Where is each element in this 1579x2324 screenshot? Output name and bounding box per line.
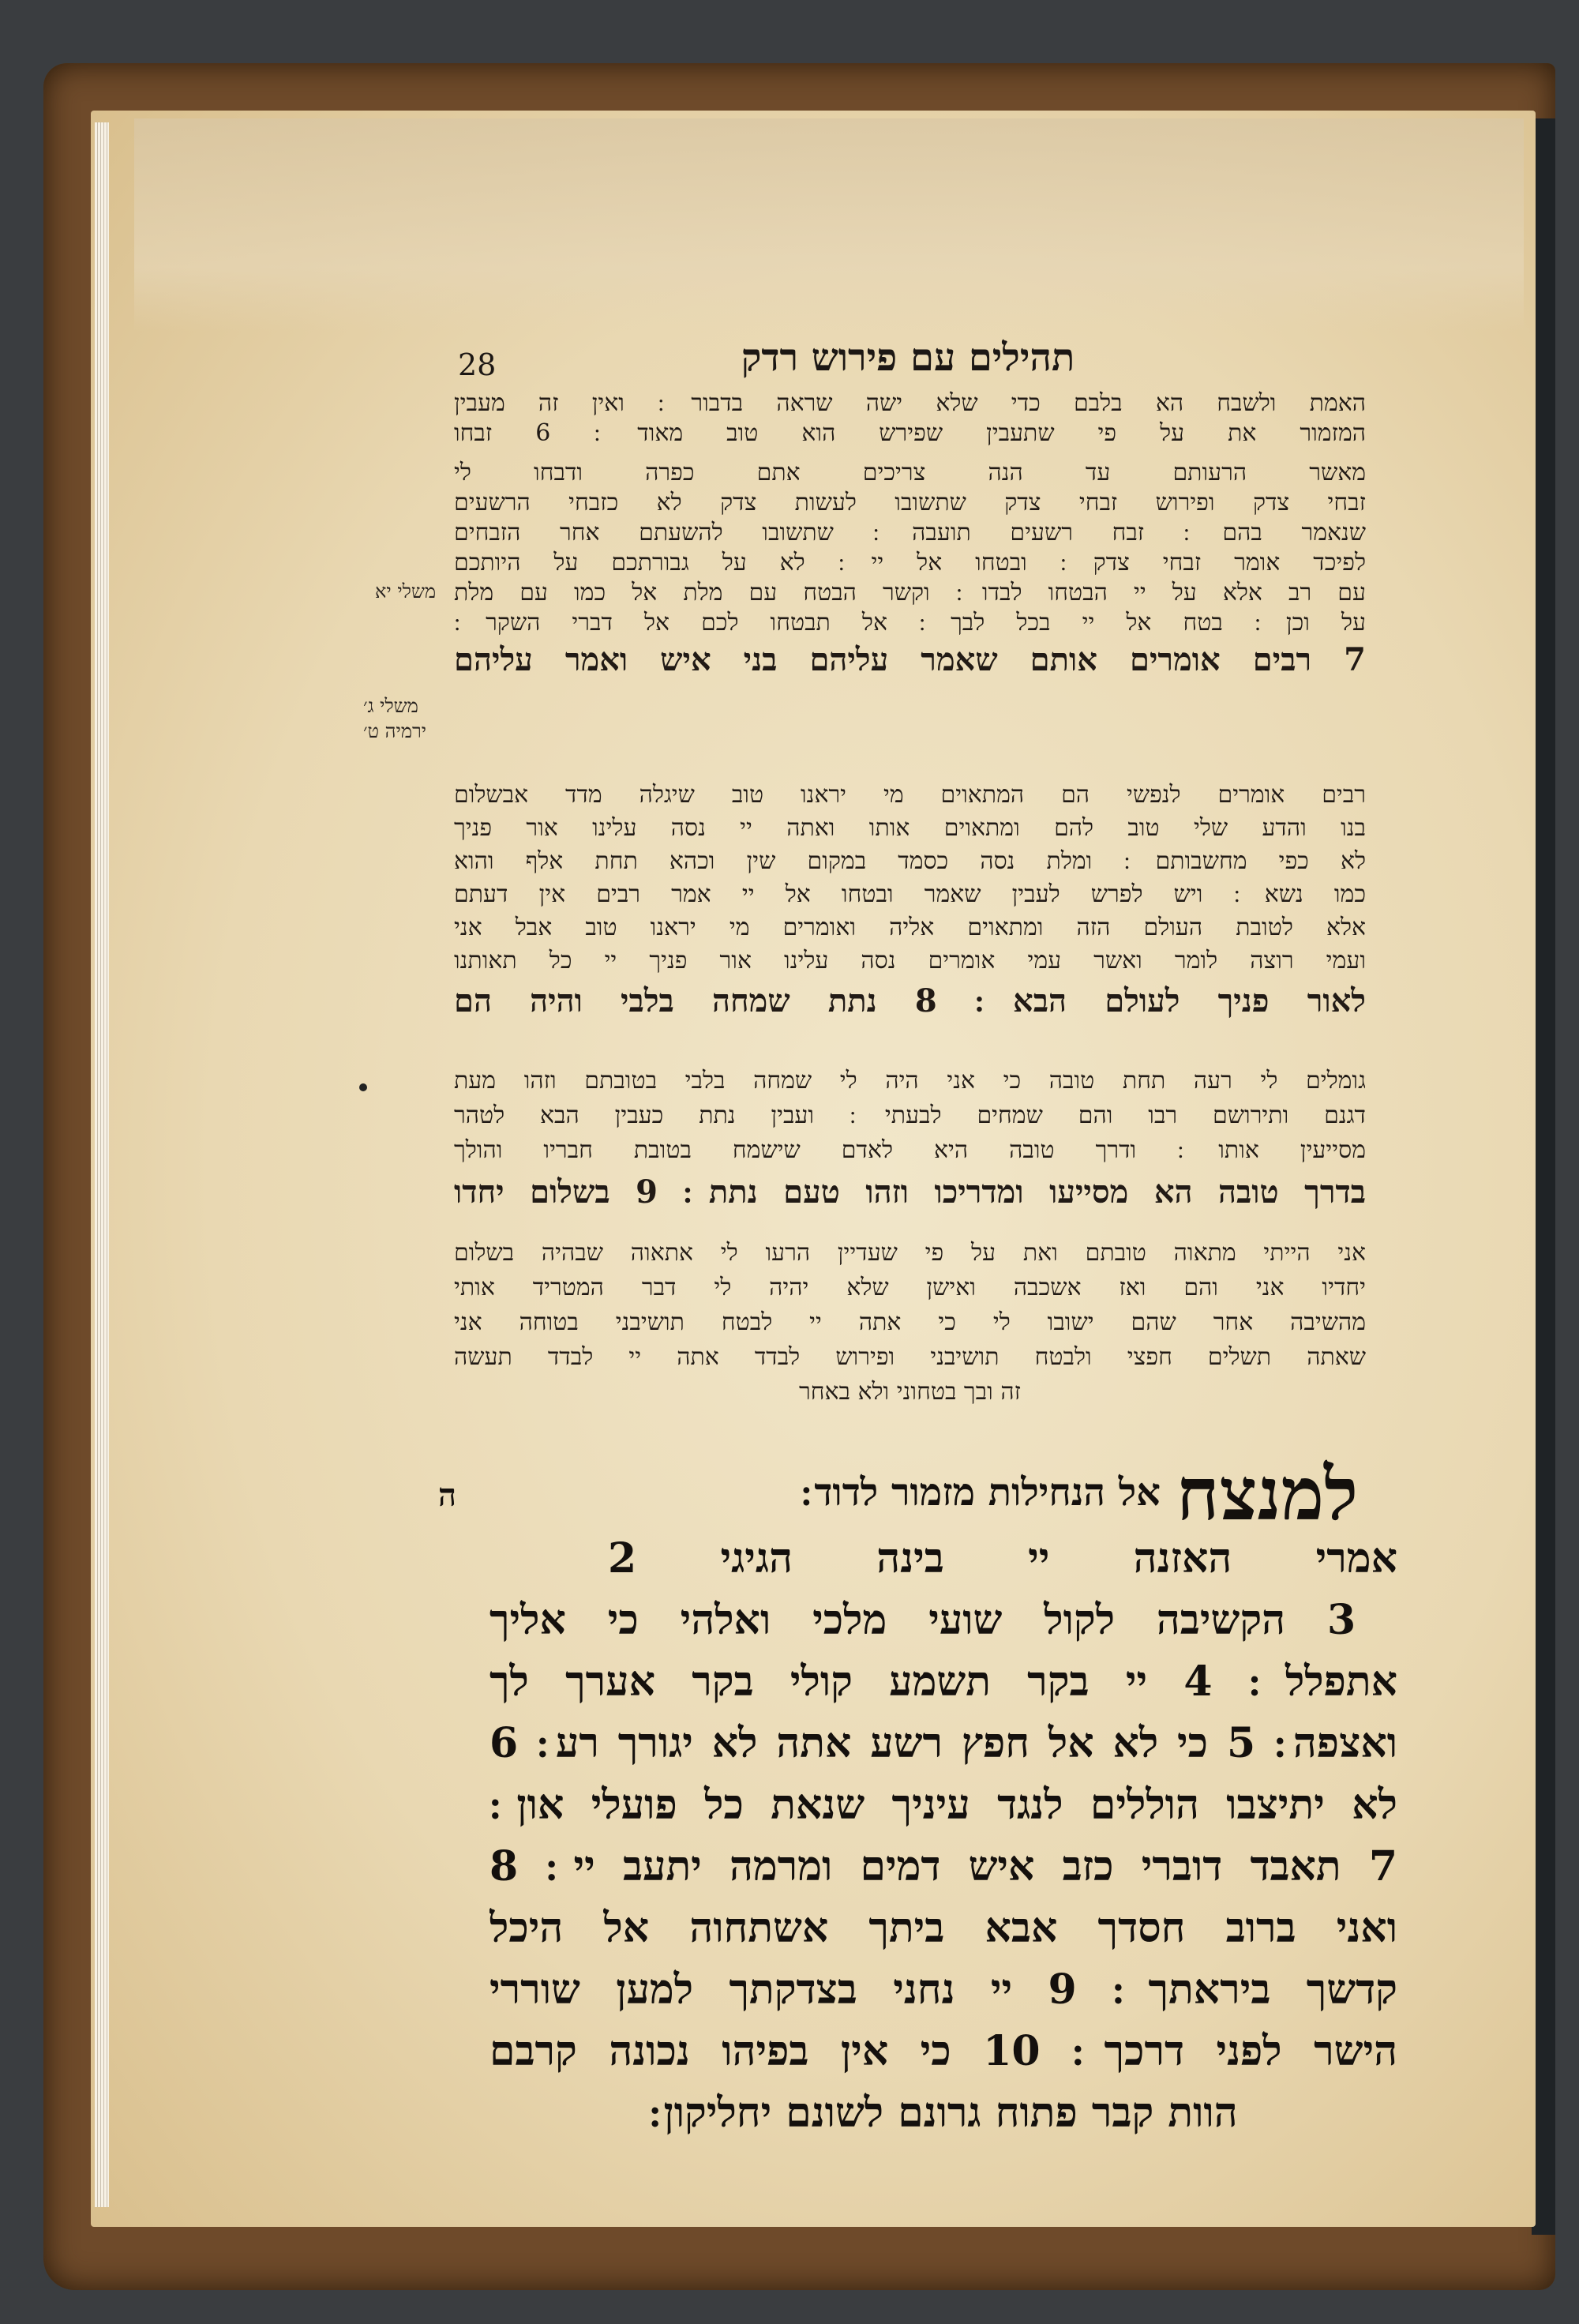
commentary-line: זבחי צדק ופירוש זבחי צדק שתשובו לעשות צדק לא כזבחי הרשעים bbox=[454, 489, 1366, 516]
commentary-block-mid bbox=[454, 780, 1366, 1023]
commentary-line: לא כפי מחשבותם ׃ ומלת נסה כסמד במקום שין וכהא תחת אלף והוא bbox=[454, 847, 1366, 875]
commentary-line: מאשר הרעותם עד הנה צריכים אתם כפרה ודבחו לי bbox=[454, 459, 1366, 486]
margin-note: משלי ג׳ bbox=[363, 695, 418, 717]
commentary-line: לפיכד אומר זבחי צדק ׃ ובטחו אל יי ׃ לא על גבורתכם על היותכם bbox=[454, 549, 1366, 576]
commentary-line: זה ובך בטחוני ולא באחר bbox=[799, 1378, 1021, 1406]
commentary-block-end bbox=[454, 1238, 1366, 1407]
psalm-line: קדשך ביראתך ׃ 9 יי נחני בצדקתך למען שוררי bbox=[489, 1965, 1397, 2014]
commentary-line: על וכן ׃ בטח אל יי בכל לבך ׃ אל תבטחו לכם אל דברי השקר ׃ bbox=[454, 609, 1366, 636]
running-title: תהילים עם פירוש רדק bbox=[741, 336, 1075, 380]
commentary-line: שאתה תשלים חפצי ולבטח תושיבני ופירוש לבדד אתה יי לבדד תעשה bbox=[454, 1343, 1366, 1371]
margin-note: משלי יא bbox=[375, 580, 437, 603]
commentary-line: יחדיו אני והם ואז אשכבה ואישן שלא יהיה לי דבר המטריד אותי bbox=[454, 1274, 1366, 1301]
commentary-line: דגנם ותירושם רבו והם שמחים לבעתי ׃ ועבין נתת כעבין הבא לטהר bbox=[454, 1102, 1366, 1129]
chapter-letter: ה bbox=[438, 1477, 457, 1514]
commentary-block-low bbox=[454, 1066, 1366, 1215]
margin-note: ירמיה ט׳ bbox=[363, 720, 427, 742]
commentary-line: שנאמר בהם ׃ זבח רשעים תועבה ׃ שתשובו להשעתם אחר הזבחים bbox=[454, 519, 1366, 546]
commentary-line: עם רב אלא על יי הבטחו לבדו ׃ וקשר הבטח עם מלת אל כמו עם מלת bbox=[454, 579, 1366, 606]
commentary-line: אני הייתי מתאוה טובתם ואת על פי שעדיין הרעו לי אתאוה שבהיה בשלום bbox=[454, 1239, 1366, 1267]
psalm-line: אמרי האזנה יי בינה הגיגי 2 bbox=[608, 1534, 1397, 1582]
page-stack-edge bbox=[95, 122, 109, 2207]
psalm-text bbox=[489, 1528, 1397, 2144]
psalm-line: אתפלל ׃ 4 יי בקר תשמע קולי בקר אערך לך bbox=[489, 1658, 1397, 1706]
psalm-line: ואני ברוב חסדך אבא ביתך אשתחוה אל היכל bbox=[489, 1904, 1397, 1952]
psalm-heading: אל הנחילות מזמור לדוד ׃ bbox=[801, 1470, 1161, 1515]
commentary-line: כמו נשא ׃ ויש לפרש לעבין שאמר ובטחו אל יי אמר רבים אין דעתם bbox=[454, 880, 1366, 908]
commentary-line: האמת ולשבח הא בלבם כדי שלא ישה שראה בדבור ׃ ואין זה מעבין bbox=[454, 389, 1366, 417]
psalm-line: הוות קבר פתוח גרונם לשונם יחליקון ׃ bbox=[649, 2089, 1238, 2137]
commentary-line: רבים אומרים לנפשי הם המתאוים מי יראנו טוב שיגלה מדד אבשלום bbox=[454, 781, 1366, 809]
commentary-line: מהשיבה אחר שהם ישובו לי כי אתה יי לבטח תושיבני בטוחה אני bbox=[454, 1308, 1366, 1336]
verse-lemma-line: 7 רבים אומרים אותם שאמר עליהם בני איש ואמר עליהם bbox=[454, 641, 1366, 678]
psalm-line: ואצפה ׃ 5 כי לא אל חפץ רשע אתה לא יגורך רע ׃ 6 bbox=[489, 1719, 1397, 1767]
commentary-block-top bbox=[454, 389, 1366, 682]
psalm-opener: למנצח bbox=[1176, 1451, 1359, 1537]
page-number: 28 bbox=[458, 347, 497, 382]
verse-lemma-line: בדרך טובה הא מסייעו ומדריכו וזהו טעם נתת ׃ 9 בשלום יחדו bbox=[454, 1173, 1366, 1211]
psalm-line: לא יתיצבו הוללים לנגד עיניך שנאת כל פועלי און ׃ bbox=[489, 1781, 1397, 1829]
water-stain bbox=[134, 118, 1524, 332]
commentary-line: אלא לטובת העולם הזה ומתאוים אליה ואומרים מי יראנו טוב אבל אני bbox=[454, 914, 1366, 941]
commentary-line: בנו והדע שלי טוב להם ומתאוים אותו ואתה יי נסה עלינו אור פניך bbox=[454, 814, 1366, 842]
commentary-line: גומלים לי רעה תחת טובה כי אני היה לי שמחה בלבי בטובתם וזהו מעת bbox=[454, 1067, 1366, 1094]
verse-lemma-line: לאור פניך לעולם הבא ׃ 8 נתת שמחה בלבי והיה הם bbox=[454, 982, 1366, 1019]
psalm-line: הישר לפני דרכך ׃ 10 כי אין בפיהו נכונה קרבם bbox=[489, 2027, 1397, 2075]
psalm-line: 7 תאבד דוברי כזב איש דמים ומרמה יתעב יי ׃ 8 bbox=[489, 1842, 1397, 1890]
psalm-line: ׃ 3 הקשיבה לקול שועי מלכי ואלהי כי אליך bbox=[489, 1596, 1397, 1644]
commentary-line: ועמי רוצה לומר ואשר עמי אומרים נסה עלינו אור פניך יי כל תאותנו bbox=[454, 947, 1366, 974]
margin-bullet bbox=[359, 1083, 367, 1091]
commentary-line: המזמור את על פי שתעבין שפירש הוא טוב מאוד ׃ 6 זבחו bbox=[454, 419, 1366, 447]
commentary-line: מסייעין אותו ׃ ודרך טובה היא לאדם שישמח בטובת חבריו והולך bbox=[454, 1136, 1366, 1164]
